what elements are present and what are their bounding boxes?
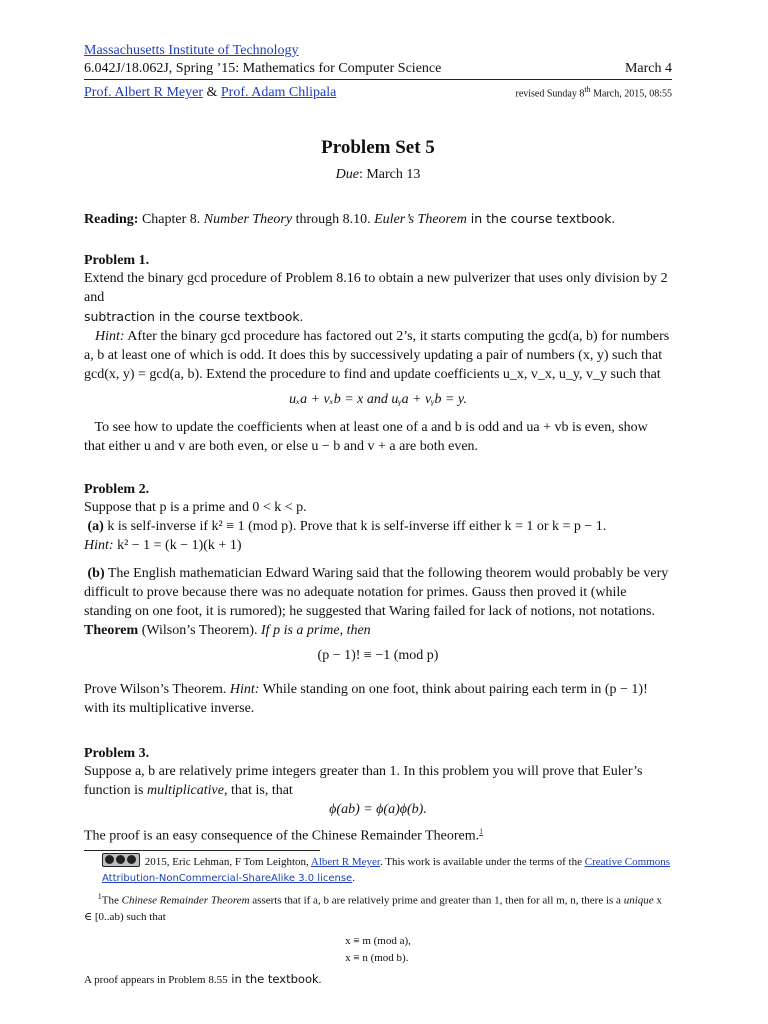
footnote-1 — [84, 889, 672, 925]
institution-link[interactable]: Massachusetts Institute of Technology — [84, 43, 299, 58]
due-value: : March 13 — [358, 167, 421, 183]
copyright-notice — [84, 853, 672, 887]
problem-3-title: Problem 3. — [84, 746, 150, 762]
professors — [84, 84, 336, 102]
copyright-mid: . This work is available under the terms of the — [379, 855, 585, 868]
theorem-text: If p is a prime, then — [257, 623, 371, 639]
footnote-proof — [84, 971, 672, 988]
problem-1-hint-label: Hint: — [95, 329, 125, 345]
course-name: 6.042J/18.062J, Spring ’15: Mathematics for Computer Science — [84, 61, 442, 76]
revised-date — [515, 81, 672, 103]
problem-2-title: Problem 2. — [84, 482, 150, 498]
reading-t4: Euler’s Theorem — [374, 212, 467, 228]
problem-2b-label: (b) — [87, 566, 105, 582]
problem-2-intro: Suppose that p is a prime and 0 < k < p. — [84, 500, 307, 516]
revised-prefix: revised Sunday 8 — [515, 88, 585, 100]
due-label: Due — [335, 167, 359, 183]
footnote-pre: The — [101, 894, 122, 907]
prove-hint-text: While standing on one foot, think about pairing each term in (p − 1)! with its multiplicative inverse. — [84, 682, 648, 717]
footnote-number: 1 — [97, 891, 102, 901]
problem-3-text-a: Suppose a, b are relatively prime integers greater than 1. In this problem you will prove that Euler’s function is — [84, 764, 643, 799]
problem-1-hint — [84, 327, 672, 384]
wilson-display: (p − 1)! ≡ −1 (mod p) — [317, 648, 439, 664]
prove-text: Prove Wilson’s Theorem. — [84, 682, 230, 698]
creative-commons-icon — [102, 853, 140, 867]
problem-2a-hint-label: Hint: — [84, 538, 114, 554]
problem-3-italic: multiplicative — [147, 783, 224, 799]
prove-hint-label: Hint: — [229, 682, 260, 698]
problem-set-page — [84, 42, 672, 988]
footnote-proof-pre: A proof appears in Problem 8.55 — [84, 973, 228, 986]
footnote-equations — [84, 933, 672, 967]
footnote-proof-textbook: in the textbook — [227, 971, 319, 986]
theorem-name: (Wilson’s Theorem). — [138, 623, 258, 639]
footnote-rule — [84, 850, 320, 851]
revised-suffix: March, 2015, 08:55 — [590, 88, 672, 100]
problem-1-followup — [84, 418, 672, 456]
problem-2a-text: k is self-inverse if k² ≡ 1 (mod p). Prove that k is self-inverse iff either k = 1 or k = p − 1. — [103, 519, 607, 535]
problem-2a-label: (a) — [87, 519, 104, 535]
page-title: Problem Set 5 — [321, 137, 435, 159]
reading-textbook: in the course textbook — [466, 211, 612, 227]
footnote-ref-link[interactable]: 1 — [479, 827, 484, 837]
footnote-end: x ∈ [0..ab) such that — [84, 894, 662, 923]
problem-3-proof-text: The proof is an easy consequence of the Chinese Remainder Theorem. — [84, 828, 480, 844]
prof-chlipala-link[interactable]: Prof. Adam Chlipala — [220, 85, 337, 101]
problem-3-text-end: , that is, that — [223, 783, 293, 799]
problem-1-text-end: . — [299, 310, 304, 326]
reading-t3: through 8.10. — [292, 212, 375, 228]
problem-2a-hint-text: k² − 1 = (k − 1)(k + 1) — [113, 538, 242, 554]
license-link-1[interactable]: Creative Commons — [584, 855, 670, 868]
prof-meyer-link[interactable]: Prof. Albert R Meyer — [84, 85, 203, 101]
problem-1-text-a: Extend the binary gcd procedure of Problem 8.16 to obtain a new pulverizer that uses only division by 2 and — [84, 271, 668, 306]
prof-separator: & — [206, 85, 218, 101]
reading-line — [84, 209, 672, 229]
problem-1-text — [84, 269, 672, 327]
problem-1-followup-text: To see how to update the coefficients when at least one of a and b is odd and ua + vb is even, show that either u and v are both even, or else u − b and v + a are both even. — [84, 420, 648, 455]
reading-t2: Number Theory — [203, 212, 293, 228]
problem-2a — [84, 517, 672, 536]
problem-1-hint-text: After the binary gcd procedure has factored out 2’s, it starts computing the gcd(a, b) for numbers a, b at least one of which is odd. It does this by successively updating a pair of numbers (x, y) such that gcd(x, y) = gcd(a, b). Extend the procedure to find and update coefficients u_x, v_x, u_y, v_y such that — [84, 329, 670, 383]
problem-1-display: uₓa + vₓb = x and uᵧa + vᵧb = y. — [289, 392, 467, 408]
problem-1-textbook: subtraction in the course textbook — [84, 309, 300, 325]
header — [84, 42, 672, 103]
problem-3-display: ϕ(ab) = ϕ(a)ϕ(b). — [329, 802, 427, 818]
license-end: . — [352, 871, 355, 884]
footnote-eq-1: x ≡ m (mod a), — [345, 934, 411, 947]
due-date — [84, 167, 672, 183]
license-link-2[interactable]: Attribution-NonCommercial-ShareAlike 3.0 license — [102, 872, 353, 884]
problem-2a-hint — [84, 536, 672, 555]
revised-sup: th — [584, 85, 591, 94]
problem-2-prove — [84, 680, 672, 718]
reading-label: Reading: — [84, 212, 139, 228]
header-date: March 4 — [624, 61, 672, 76]
reading-t1: Chapter 8. — [138, 212, 204, 228]
footnote-mid: asserts that if a, b are relatively prime and greater than 1, then for all m, n, there is a — [249, 894, 624, 907]
problem-3-proof — [84, 822, 672, 846]
wilson-theorem — [84, 621, 672, 640]
problem-3-text — [84, 762, 672, 800]
footnote-proof-end: . — [318, 973, 322, 986]
problem-2b — [84, 564, 672, 621]
footnote-eq-2: x ≡ n (mod b). — [345, 951, 409, 964]
reading-end: . — [611, 212, 616, 228]
copyright-pre: 2015, Eric Lehman, F Tom Leighton, — [142, 855, 311, 868]
copyright-meyer-link[interactable]: Albert R Meyer — [310, 855, 380, 868]
problem-2b-text: The English mathematician Edward Waring said that the following theorem would probably be very difficult to prove because there was no adequate notation for primes. Gauss then proved it (while standing on one foot, it is rumored); he suggested that Waring failed for lack of notions, not notations. — [84, 566, 669, 620]
footnote-crt: Chinese Remainder Theorem — [121, 894, 250, 907]
theorem-label: Theorem — [84, 623, 139, 639]
problem-1-title: Problem 1. — [84, 253, 150, 269]
footnote-unique: unique — [623, 894, 654, 907]
